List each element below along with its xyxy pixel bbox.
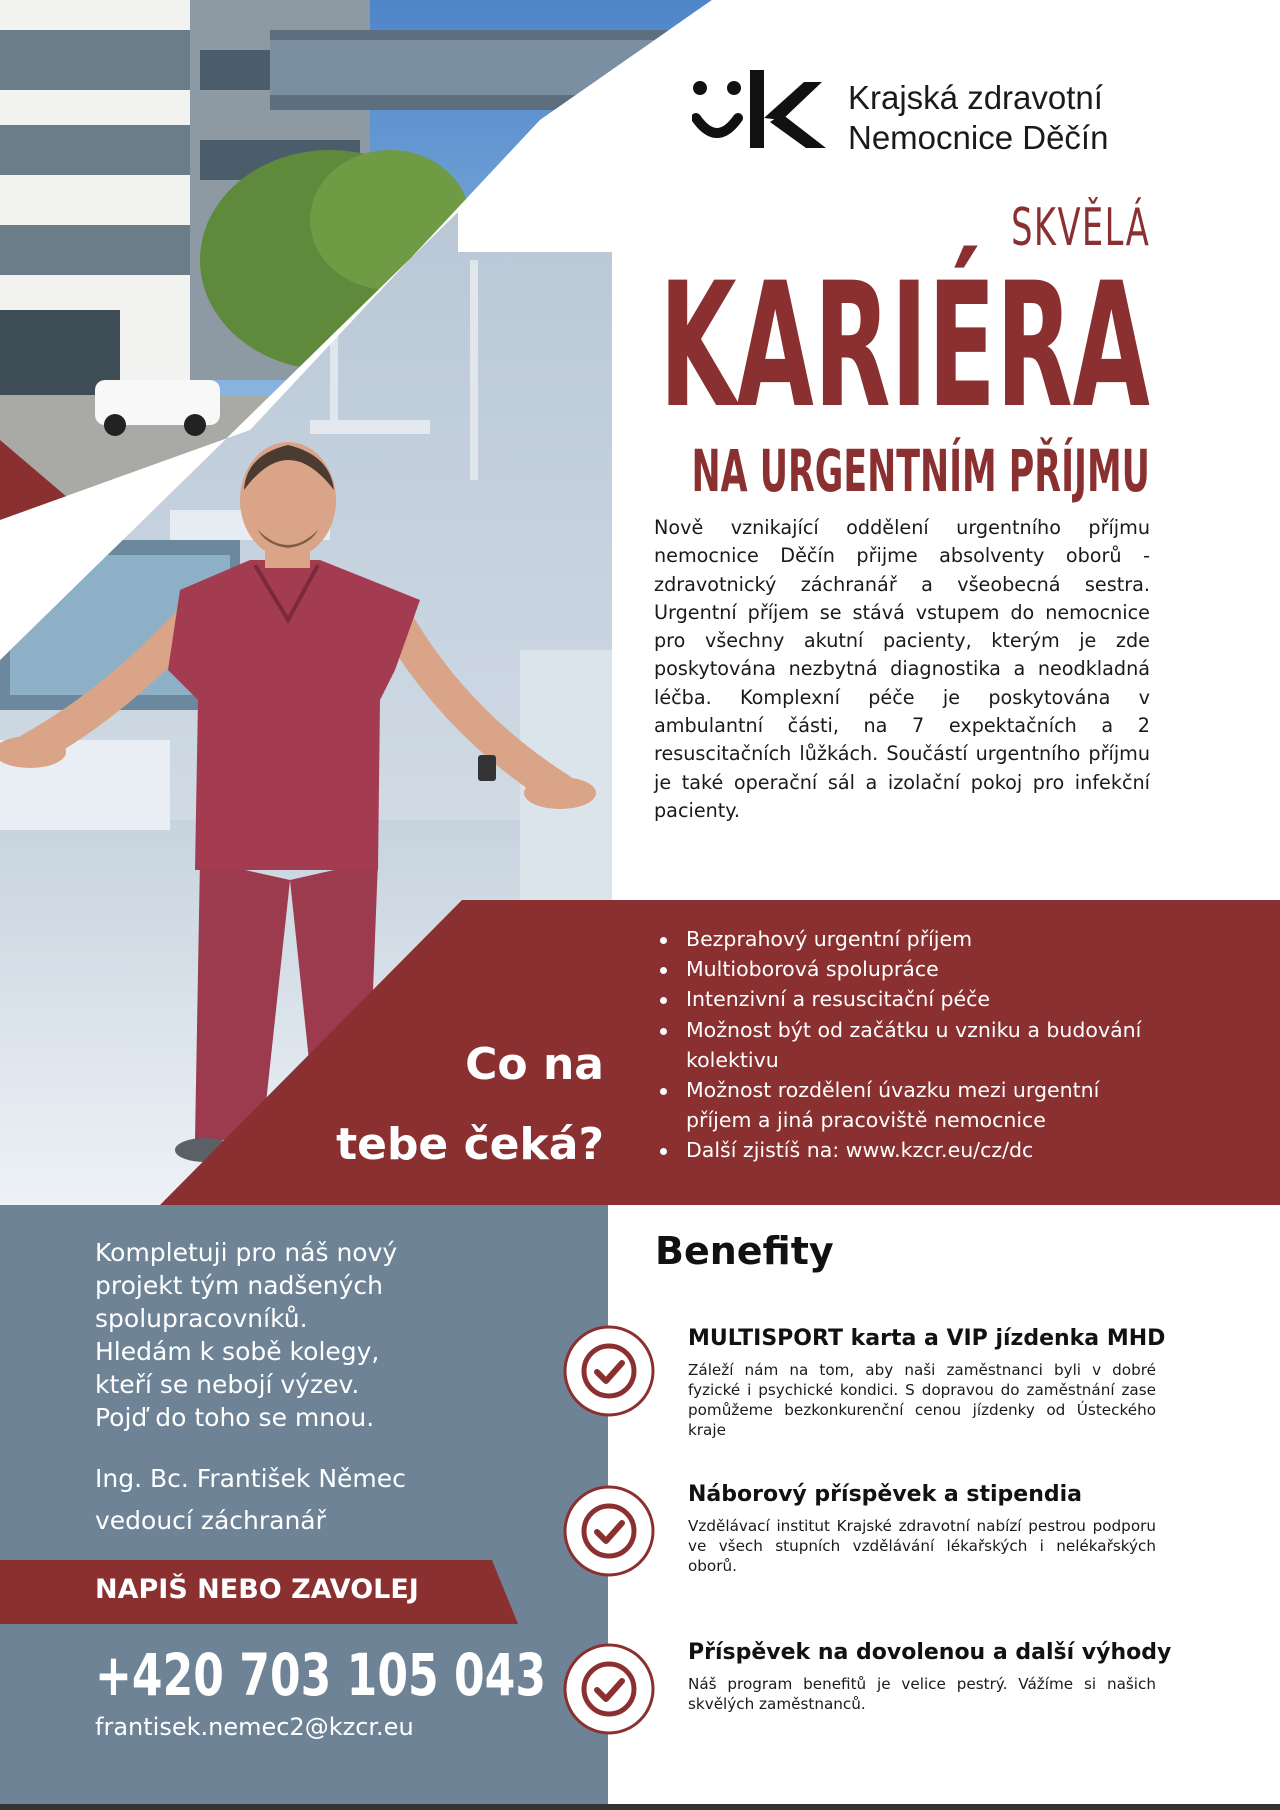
recruiter-message-line: Hledám k sobě kolegy, xyxy=(95,1337,380,1366)
recruiter-message-line: kteří se nebojí výzev. xyxy=(95,1370,360,1399)
list-item: Intenzivní a resuscitační péče xyxy=(656,984,1166,1014)
check-circle-icon xyxy=(563,1325,655,1417)
headline-sub: NA URGENTNÍM PŘÍJMU xyxy=(691,437,1150,505)
list-item: Bezprahový urgentní příjem xyxy=(656,924,1166,954)
logo-icon xyxy=(692,68,832,150)
brand-line-2: Nemocnice Děčín xyxy=(848,119,1109,156)
recruiter-message-line: Kompletuji pro náš nový xyxy=(95,1238,398,1267)
recruiter-message-line: projekt tým nadšených xyxy=(95,1271,384,1300)
recruiter-role: vedoucí záchranář xyxy=(95,1506,326,1535)
phone-number[interactable]: +420 703 105 043 xyxy=(95,1641,547,1709)
headline-small: SKVĚLÁ xyxy=(1010,198,1150,258)
recruiter-message xyxy=(95,1236,575,1434)
intro-paragraph: Nově vznikající oddělení urgentního příjmu nemocnice Děčín přijme absolventy oborů - zdravotnický záchranář a všeobecná sestra. Urgentní příjem se stává vstupem do nemocnice pro všechny akutní pacienty, kterým je zde poskytována nezbytná diagnostika a neodkladná léčba. Komplexní péče je poskytována v ambulantní části, na 7 expektačních a 2 resuscitačních lůžkách. Součástí urgentního příjmu je také operační sál a izolační pokoj pro infekční pacienty. xyxy=(654,516,1150,822)
benefit-text: Záleží nám na tom, aby naši zaměstnanci byli v dobré fyzické i psychické kondici. S dopravou do zaměstnání zase pomůžeme bezkonkurenční cenou jízdenky od Ústeckého kraje xyxy=(688,1361,1156,1439)
email-address[interactable]: frantisek.nemec2@kzcr.eu xyxy=(95,1713,414,1741)
brand-line-1: Krajská zdravotní xyxy=(848,79,1103,116)
check-circle-icon xyxy=(563,1643,655,1735)
list-item: Možnost být od začátku u vzniku a budování kolektivu xyxy=(656,1015,1166,1075)
recruiter-message-line: Pojď do toho se mnou. xyxy=(95,1403,375,1432)
benefit-title: Příspěvek na dovolenou a další výhody xyxy=(688,1640,1172,1665)
list-item: Další zjistíš na: www.kzcr.eu/cz/dc xyxy=(656,1135,1166,1165)
list-item: Možnost rozdělení úvazku mezi urgentní příjem a jiná pracoviště nemocnice xyxy=(656,1075,1166,1135)
benefits-heading: Benefity xyxy=(655,1229,834,1273)
list-item: Multioborová spolupráce xyxy=(656,954,1166,984)
contact-cta: NAPIŠ NEBO ZAVOLEJ xyxy=(95,1574,419,1605)
awaits-heading-line-1: Co na xyxy=(465,1039,604,1090)
recruiter-name: Ing. Bc. František Němec xyxy=(95,1464,406,1493)
recruiter-signature xyxy=(95,1458,406,1542)
check-circle-icon xyxy=(563,1485,655,1577)
recruiter-message-line: spolupracovníků. xyxy=(95,1304,308,1333)
benefit-title: MULTISPORT karta a VIP jízdenka MHD xyxy=(688,1326,1166,1351)
awaits-list xyxy=(656,924,1166,1166)
benefit-text: Náš program benefitů je velice pestrý. Vážíme si našich skvělých zaměstnanců. xyxy=(688,1675,1156,1713)
awaits-heading-line-2: tebe čeká? xyxy=(336,1119,604,1170)
brand-name xyxy=(848,78,1108,158)
headline-main: KARIÉRA xyxy=(659,245,1150,446)
benefit-title: Náborový příspěvek a stipendia xyxy=(688,1482,1083,1507)
benefit-text: Vzdělávací institut Krajské zdravotní nabízí pestrou podporu ve všech stupních vzdělávání lékařských i nelékařských oborů. xyxy=(688,1517,1156,1575)
